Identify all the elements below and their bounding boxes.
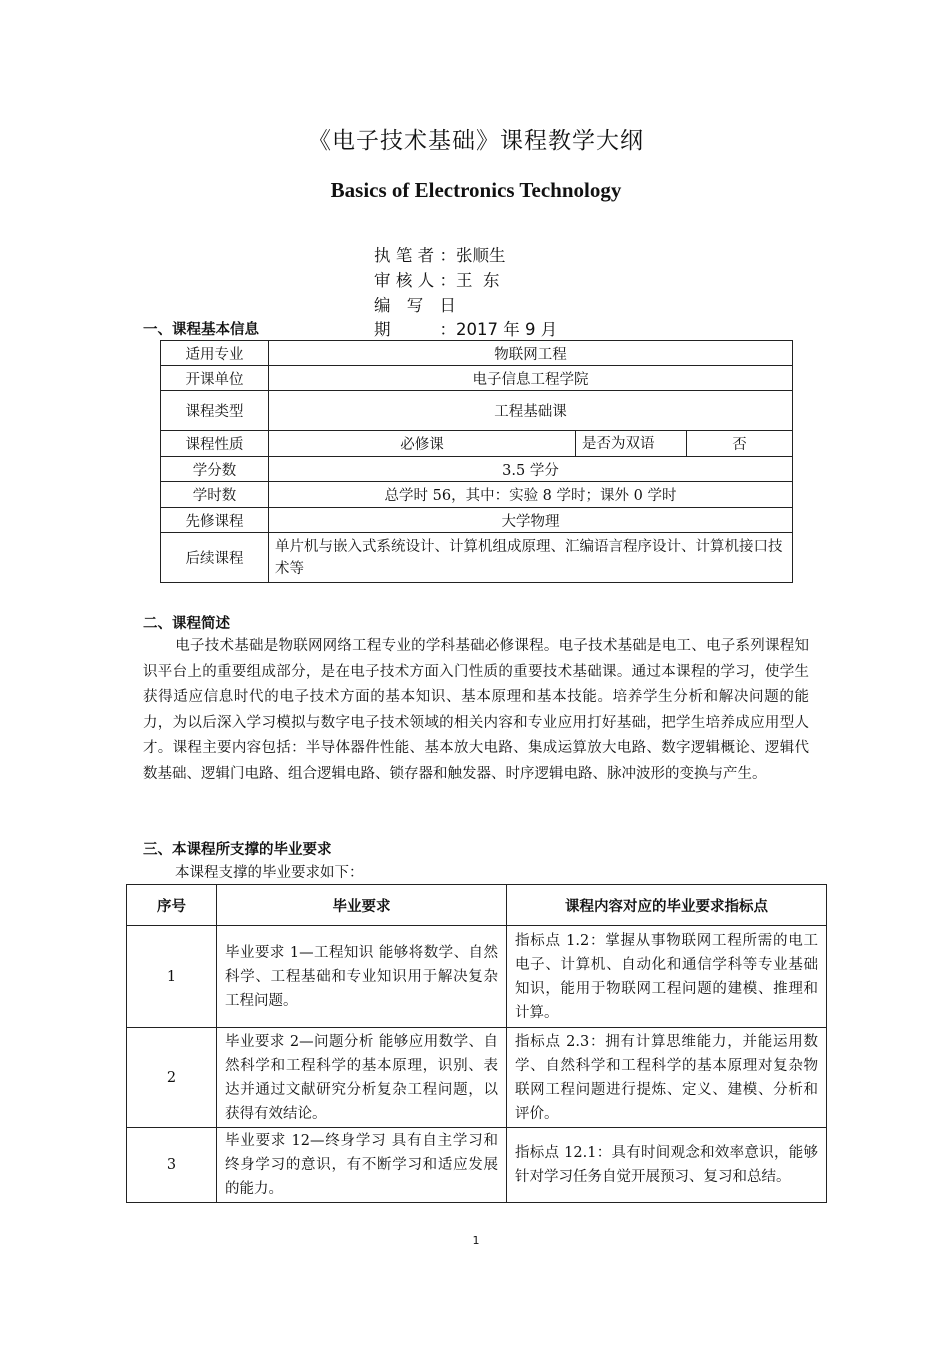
followup-value: 单片机与嵌入式系统设计、计算机组成原理、汇编语言程序设计、计算机接口技术等 bbox=[269, 533, 793, 583]
prereq-value: 大学物理 bbox=[269, 508, 793, 533]
header-indicator: 课程内容对应的毕业要求指标点 bbox=[507, 885, 827, 926]
bilingual-value: 否 bbox=[687, 431, 793, 457]
author-line bbox=[374, 242, 506, 266]
table-row bbox=[127, 926, 827, 1028]
reviewer-value: 王 东 bbox=[456, 271, 500, 290]
credits-value: 3.5 学分 bbox=[269, 457, 793, 482]
prereq-label: 先修课程 bbox=[161, 508, 269, 533]
credits-label: 学分数 bbox=[161, 457, 269, 482]
section1-heading: 一、课程基本信息 bbox=[143, 322, 259, 338]
unit-label: 开课单位 bbox=[161, 366, 269, 391]
major-value: 物联网工程 bbox=[269, 341, 793, 366]
requirements-table bbox=[126, 884, 827, 1203]
reviewer-label: 审核人： bbox=[374, 271, 456, 290]
indicator-cell: 指标点 12.1：具有时间观念和效率意识，能够针对学习任务自觉开展预习、复习和总结。 bbox=[507, 1128, 827, 1203]
course-description bbox=[143, 634, 809, 787]
indicator-cell: 指标点 1.2：掌握从事物联网工程所需的电工电子、计算机、自动化和通信学科等专业基础知识，能用于物联网工程问题的建模、推理和计算。 bbox=[507, 926, 827, 1028]
table-row bbox=[161, 457, 793, 482]
row-number: 2 bbox=[127, 1028, 217, 1128]
document-title: 《电子技术基础》课程教学大纲 bbox=[308, 128, 644, 154]
course-info-table bbox=[160, 340, 793, 583]
section3-intro: 本课程支撑的毕业要求如下： bbox=[175, 865, 364, 881]
nature-value: 必修课 bbox=[269, 431, 576, 457]
date-value: 2017 年 9 月 bbox=[456, 320, 558, 339]
table-row bbox=[161, 391, 793, 431]
bilingual-label: 是否为双语 bbox=[576, 431, 687, 457]
author-label: 执笔者： bbox=[374, 246, 456, 265]
reviewer-line bbox=[374, 267, 500, 291]
followup-label: 后续课程 bbox=[161, 533, 269, 583]
requirement-cell: 毕业要求 1—工程知识 能够将数学、自然科学、工程基础和专业知识用于解决复杂工程问题。 bbox=[217, 926, 507, 1028]
header-number: 序号 bbox=[127, 885, 217, 926]
row-number: 3 bbox=[127, 1128, 217, 1203]
section3-heading: 三、本课程所支撑的毕业要求 bbox=[143, 842, 332, 858]
page-number: 1 bbox=[472, 1234, 480, 1247]
table-row bbox=[161, 431, 793, 457]
section2-heading: 二、课程简述 bbox=[143, 616, 230, 632]
table-row bbox=[127, 1028, 827, 1128]
course-description-text: 电子技术基础是物联网网络工程专业的学科基础必修课程。电子技术基础是电工、电子系列课程知识平台上的重要组成部分，是在电子技术方面入门性质的重要技术基础课。通过本课程的学习，使学生获得适应信息时代的电子技术方面的基本知识、基本原理和基本技能。培养学生分析和解决问题的能力，为以后深入学习模拟与数字电子技术领域的相关内容和专业应用打好基础，把学生培养成应用型人才。课程主要内容包括：半导体器件性能、基本放大电路、集成运算放大电路、数字逻辑概论、逻辑代数基础、逻辑门电路、组合逻辑电路、锁存器和触发器、时序逻辑电路、脉冲波形的变换与产生。 bbox=[143, 638, 809, 782]
table-row bbox=[161, 341, 793, 366]
author-value: 张顺生 bbox=[456, 246, 506, 265]
document-subtitle: Basics of Electronics Technology bbox=[330, 178, 622, 202]
unit-value: 电子信息工程学院 bbox=[269, 366, 793, 391]
date-line bbox=[374, 292, 557, 340]
table-row bbox=[127, 1128, 827, 1203]
type-label: 课程类型 bbox=[161, 391, 269, 431]
header-requirement: 毕业要求 bbox=[217, 885, 507, 926]
nature-label: 课程性质 bbox=[161, 431, 269, 457]
table-row bbox=[161, 508, 793, 533]
table-row bbox=[161, 482, 793, 508]
major-label: 适用专业 bbox=[161, 341, 269, 366]
table-row bbox=[161, 366, 793, 391]
requirement-cell: 毕业要求 12—终身学习 具有自主学习和终身学习的意识，有不断学习和适应发展的能力。 bbox=[217, 1128, 507, 1203]
hours-value: 总学时 56，其中：实验 8 学时；课外 0 学时 bbox=[269, 482, 793, 508]
table-header-row bbox=[127, 885, 827, 926]
date-label: 编写日期： bbox=[374, 296, 456, 339]
hours-label: 学时数 bbox=[161, 482, 269, 508]
table-row bbox=[161, 533, 793, 583]
requirement-cell: 毕业要求 2—问题分析 能够应用数学、自然科学和工程科学的基本原理，识别、表达并通过文献研究分析复杂工程问题，以获得有效结论。 bbox=[217, 1028, 507, 1128]
type-value: 工程基础课 bbox=[269, 391, 793, 431]
indicator-cell: 指标点 2.3：拥有计算思维能力，并能运用数学、自然科学和工程科学的基本原理对复杂物联网工程问题进行提炼、定义、建模、分析和评价。 bbox=[507, 1028, 827, 1128]
row-number: 1 bbox=[127, 926, 217, 1028]
